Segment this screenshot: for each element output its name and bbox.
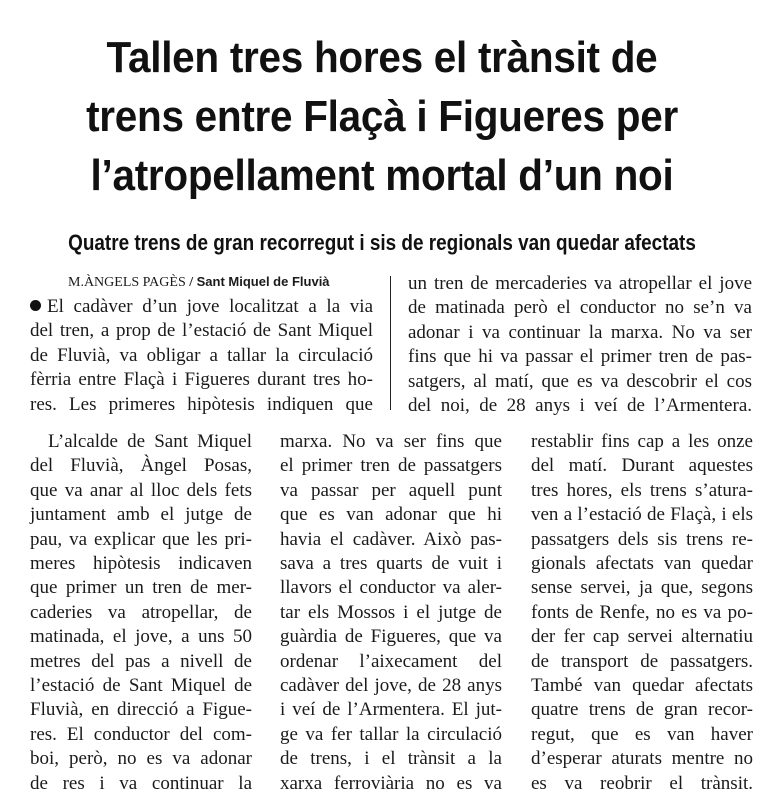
body-line: del Fluvià, Àngel Posas, bbox=[30, 455, 252, 477]
lead-line: adonar i va continuar la marxa. No va ser bbox=[408, 321, 752, 343]
byline bbox=[30, 270, 373, 295]
body-line: sense servei, ja que, segons bbox=[531, 577, 753, 599]
body-line: el primer tren de passatgers bbox=[280, 455, 502, 477]
body-line: ordenar l’aixecament del bbox=[280, 650, 502, 672]
body-line: de res i va continuar la bbox=[30, 772, 252, 794]
body-line: metres del pas a nivell de bbox=[30, 650, 252, 672]
body-line: de transport de passatgers. bbox=[531, 650, 753, 672]
lead-line: satgers, al matí, que es va descobrir el cos bbox=[408, 370, 752, 392]
body-column-3 bbox=[531, 430, 753, 796]
lead-line: de matinada però el conductor no se’n va bbox=[408, 297, 752, 319]
byline-place: Sant Miquel de Fluvià bbox=[196, 274, 330, 289]
body-line: del matí. Durant aquestes bbox=[531, 455, 753, 477]
body-line: juntament amb el jutge de bbox=[30, 504, 252, 526]
body-line: Fluvià, en direcció a Figue- bbox=[30, 699, 252, 721]
body-line: marxa. No va ser fins que bbox=[280, 431, 502, 452]
headline-line: trens entre Flaçà i Figueres per bbox=[86, 92, 678, 141]
lead-line: de Fluvià, va obligar a tallar la circulació bbox=[30, 344, 373, 366]
body-line: xarxa ferroviària no es va bbox=[280, 772, 502, 794]
headline-line: l’atropellament mortal d’un noi bbox=[90, 151, 674, 200]
lead-right-column bbox=[408, 272, 752, 418]
body-line: que primer un tren de mer- bbox=[30, 577, 252, 599]
headline-line: Tallen tres hores el trànsit de bbox=[106, 33, 658, 82]
body-line: boi, però, no es va adonar bbox=[30, 748, 252, 770]
lead-line: del tren, a prop de l’estació de Sant Miquel bbox=[30, 320, 373, 342]
lead-line: fèrria entre Flaçà i Figueres durant tres ho- bbox=[30, 369, 373, 391]
body-line: caderies va atropellar, de bbox=[30, 601, 252, 623]
lead-line: res. Les primeres hipòtesis indiquen que bbox=[30, 393, 373, 415]
lead-line: del noi, de 28 anys i veí de l’Armentera. bbox=[408, 395, 752, 417]
byline-author: M.ÀNGELS PAGÈS bbox=[68, 275, 186, 290]
body-line: res. El conductor del com- bbox=[30, 723, 252, 745]
body-line: de trens, i el trànsit a la bbox=[280, 748, 502, 770]
body-line: i veí de l’Armentera. El jut- bbox=[280, 699, 502, 721]
body-line: L’alcalde de Sant Miquel bbox=[48, 431, 252, 452]
body-line: ven a l’estació de Flaçà, i els bbox=[531, 504, 753, 526]
body-line: ge va fer tallar la circulació bbox=[280, 723, 502, 745]
body-line: regut, que es van haver bbox=[531, 723, 753, 745]
body-line: tar els Mossos i el jutge de bbox=[280, 601, 502, 623]
body-line: der fer cap servei alternatiu bbox=[531, 626, 753, 648]
body-line: quatre trens de gran recor- bbox=[531, 699, 753, 721]
subheadline: Quatre trens de gran recorregut i sis de regionals van quedar afectats bbox=[68, 230, 696, 255]
body-column-2 bbox=[280, 430, 502, 796]
bullet-icon bbox=[30, 300, 41, 311]
body-line: guàrdia de Figueres, que va bbox=[280, 626, 502, 648]
lead-line: un tren de mercaderies va atropellar el jove bbox=[408, 273, 752, 294]
body-line: fonts de Renfe, no es va po- bbox=[531, 601, 753, 623]
body-line: pau, va explicar que les pri- bbox=[30, 528, 252, 550]
byline-separator: / bbox=[189, 275, 194, 290]
body-line: l’estació de Sant Miquel de bbox=[30, 675, 252, 697]
body-line: llavors el conductor va aler- bbox=[280, 577, 502, 599]
lead-left-column bbox=[30, 270, 373, 417]
lead-line: El cadàver d’un jove localitzat a la via bbox=[30, 295, 373, 319]
body-line: També van quedar afectats bbox=[531, 675, 753, 697]
body-line: restablir fins cap a les onze bbox=[531, 431, 753, 452]
body-column-1 bbox=[30, 430, 252, 796]
column-divider bbox=[390, 276, 391, 410]
body-line: gionals afectats van quedar bbox=[531, 553, 753, 575]
body-line: havia el cadàver. Això pas- bbox=[280, 528, 502, 550]
body-line: es va reobrir el trànsit. bbox=[531, 772, 753, 794]
body-line: que va anar al lloc dels fets bbox=[30, 479, 252, 501]
body-line: va passar per aquell punt bbox=[280, 479, 502, 501]
lead-line: fins que hi va passar el primer tren de pas- bbox=[408, 346, 752, 368]
body-line: meres hipòtesis indicaven bbox=[30, 553, 252, 575]
body-line: cadàver del jove, de 28 anys bbox=[280, 675, 502, 697]
body-line: passatgers dels sis trens re- bbox=[531, 528, 753, 550]
headline bbox=[47, 28, 717, 205]
body-line: d’esperar aturats mentre no bbox=[531, 748, 753, 770]
body-line: sava a tres quarts de vuit i bbox=[280, 553, 502, 575]
body-line: que es van adonar que hi bbox=[280, 504, 502, 526]
body-line: matinada, el jove, a uns 50 bbox=[30, 626, 252, 648]
body-line: tres hores, els trens s’atura- bbox=[531, 479, 753, 501]
